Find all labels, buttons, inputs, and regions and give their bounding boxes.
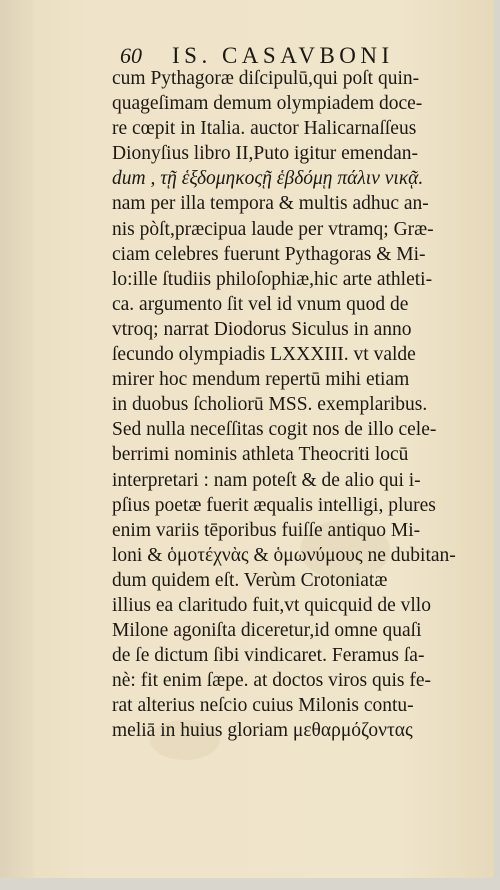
text-line: Sed nulla neceſſitas cogit nos de illo cele-	[112, 419, 437, 441]
text-line: rat alterius neſcio cuius Milonis contu-	[112, 695, 414, 717]
text-line: dum quidem eſt. Verùm Crotoniatæ	[112, 569, 388, 591]
page-number: 60	[120, 43, 142, 68]
body-text	[112, 66, 482, 744]
page-gutter	[0, 0, 34, 890]
text-line: quageſimam demum olympiadem doce-	[112, 93, 423, 115]
text-line: nis pòſt,præcipua laude per vtramq; Græ-	[112, 218, 434, 240]
running-head: IS. CASAVBONI	[172, 43, 394, 68]
text-line: Dionyſius libro II,Puto igitur emendan-	[112, 143, 419, 165]
text-line: ciam celebres fuerunt Pythagoras & Mi-	[112, 243, 426, 265]
page-edge	[494, 0, 500, 890]
text-line: de ſe dictum ſibi vindicaret. Feramus ſa-	[112, 645, 425, 667]
text-line: nam per illa tempora & multis adhuc an-	[112, 193, 429, 215]
text-line: illius ea claritudo fuit,vt quicquid de vllo	[112, 594, 431, 616]
text-line: mirer hoc mendum repertū mihi etiam	[112, 369, 410, 391]
scan-border	[0, 878, 500, 890]
text-line: re cœpit in Italia. auctor Halicarnaſſeus	[112, 118, 417, 140]
text-line: in duobus ſcholiorū MSS. exemplaribus.	[112, 394, 428, 416]
text-line: lo:ille ſtudiis philoſophiæ,hic arte athleti-	[112, 268, 433, 290]
text-line: berrimi nominis athleta Theocriti locū	[112, 444, 409, 466]
text-line: meliā in huius gloriam μεθαρμόζοντας	[112, 720, 413, 742]
text-line: dum , τῇ ἑξδομηκοςῇ ἑβδόμῃ πάλιν νικᾷ.	[112, 168, 424, 190]
text-line: ſecundo olympiadis LXXXIII. vt valde	[112, 344, 416, 366]
text-line: vtroq; narrat Diodorus Siculus in anno	[112, 318, 412, 340]
text-line: pſius poetæ fuerit æqualis intelligi, plures	[112, 494, 436, 516]
text-line: nè: fit enim ſæpe. at doctos viros quis fe-	[112, 670, 431, 692]
text-line: ca. argumento ſit vel id vnum quod de	[112, 293, 409, 315]
text-line: cum Pythagoræ diſcipulū,qui poſt quin-	[112, 68, 420, 89]
text-line: Milone agoniſta diceretur,id omne quaſi	[112, 620, 422, 642]
text-line: interpretari : nam poteſt & de alio qui i-	[112, 469, 421, 491]
text-line: loni & ὁμοτέχνὰς & ὁμωνύμους ne dubitan-	[112, 544, 456, 566]
text-line: enim variis tēporibus fuiſſe antiquo Mi-	[112, 519, 421, 541]
